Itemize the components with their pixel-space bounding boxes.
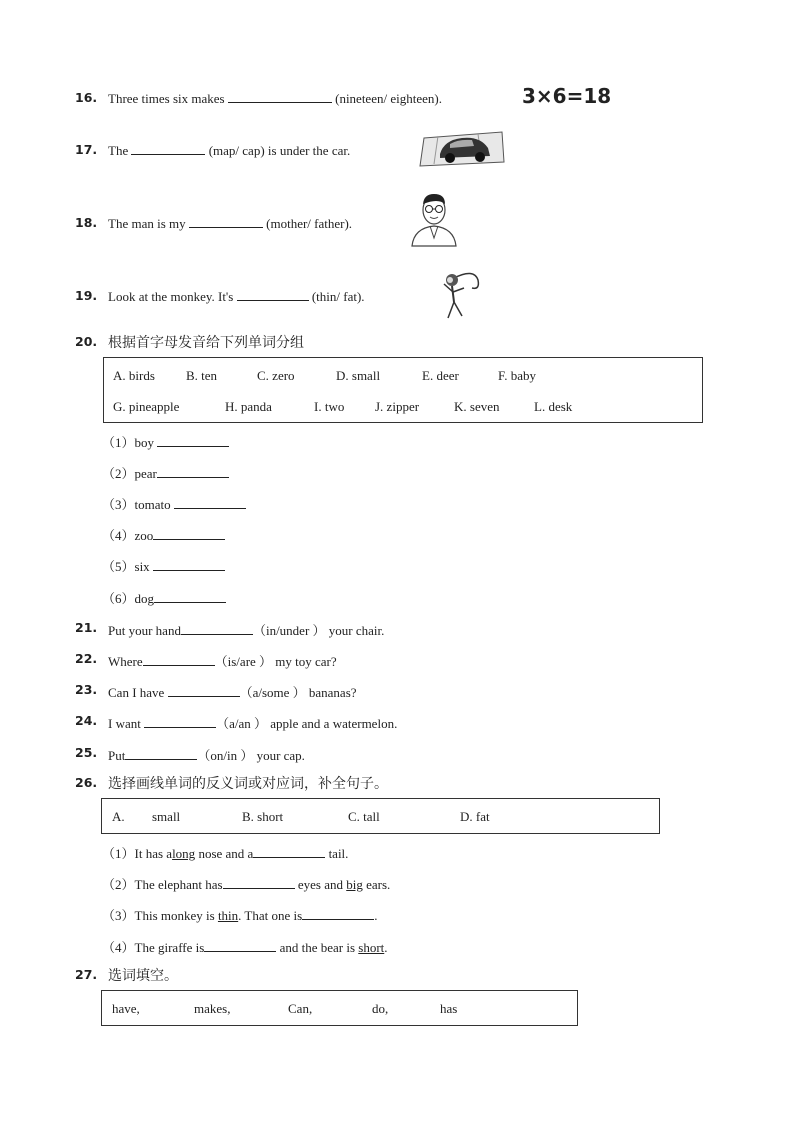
q20-item-3 <box>102 494 246 513</box>
q20-item-5-blank[interactable] <box>153 558 225 571</box>
q17-number: 17. <box>75 142 98 157</box>
q26-option: B. short <box>242 809 284 824</box>
q16-equation: 3×6=18 <box>522 84 612 108</box>
q27-instruction: 选词填空。 <box>108 968 178 984</box>
q26-label: （1） <box>102 846 135 861</box>
q20-option: G. pineapple <box>113 399 180 414</box>
q22-answer-blank[interactable] <box>143 653 215 666</box>
q20-item-5 <box>102 556 225 575</box>
q26-option: A. <box>112 809 125 824</box>
q20-option: L. desk <box>534 399 573 414</box>
q26-label: （2） <box>102 877 135 892</box>
q20-item-4 <box>102 525 225 544</box>
q26-sentence-1 <box>102 843 348 862</box>
q20-option: F. baby <box>498 368 536 383</box>
q19-sentence <box>108 288 365 305</box>
q24-text-post: （a/an ） apple and a watermelon. <box>216 716 398 731</box>
q20-item-word: pear <box>134 466 157 481</box>
q20-option: A. birds <box>113 368 155 383</box>
q16-text-pre: Three times six makes <box>108 91 225 106</box>
q26-label: （3） <box>102 908 135 923</box>
q20-item-label: （3） <box>102 497 135 512</box>
q27-word: do, <box>372 1001 389 1016</box>
q18-text-pre: The man is my <box>108 216 186 231</box>
q18-answer-blank[interactable] <box>189 215 263 228</box>
q26-underlined-word: long <box>172 846 196 861</box>
q22-number: 22. <box>75 651 98 666</box>
q16-sentence <box>108 90 442 107</box>
q23-text-post: （a/some ） bananas? <box>239 685 357 700</box>
q16-answer-blank[interactable] <box>228 90 332 103</box>
q26-underlined-word: thin <box>217 908 239 923</box>
q26-label: （4） <box>102 940 135 955</box>
q20-item-2 <box>102 463 229 482</box>
q26-underlined-word: big <box>346 877 363 892</box>
q20-option: I. two <box>314 399 345 414</box>
q20-option: J. zipper <box>375 399 420 414</box>
q26-option-box <box>101 798 660 834</box>
q21-number: 21. <box>75 620 98 635</box>
q20-word-box <box>103 357 703 423</box>
q26-sentence-3 <box>102 905 377 924</box>
q24-sentence <box>108 713 397 732</box>
q22-sentence <box>108 651 337 670</box>
q17-text-pre: The <box>108 143 129 158</box>
man-with-glasses-illustration <box>408 188 460 248</box>
q18-number: 18. <box>75 215 98 230</box>
q20-item-label: （6） <box>102 591 135 606</box>
q19-text-pre: Look at the monkey. It's <box>108 289 234 304</box>
q25-number: 25. <box>75 745 98 760</box>
q27-word-box <box>101 990 578 1026</box>
q23-number: 23. <box>75 682 98 697</box>
q20-number: 20. <box>75 334 98 349</box>
q27-word: makes, <box>194 1001 231 1016</box>
q20-item-word: zoo <box>134 528 154 543</box>
q23-sentence <box>108 682 357 701</box>
q26-sentence-4 <box>102 937 388 956</box>
q20-option: K. seven <box>454 399 500 414</box>
q16-number: 16. <box>75 90 98 105</box>
q26-sentence-2 <box>102 874 390 893</box>
q26-text: This monkey is <box>134 908 215 923</box>
q23-answer-blank[interactable] <box>168 684 240 697</box>
q20-item-6 <box>102 588 226 607</box>
q27-number: 27. <box>75 967 98 982</box>
q26-instruction: 选择画线单词的反义词或对应词，补全句子。 <box>108 776 388 792</box>
q27-word: Can, <box>288 1001 313 1016</box>
q26-text: and the bear is <box>279 940 356 955</box>
q20-item-label: （2） <box>102 466 135 481</box>
q26-text: nose and a <box>198 846 254 861</box>
q17-text-post: (map/ cap) is under the car. <box>208 143 351 158</box>
q26-1-blank[interactable] <box>253 845 325 858</box>
q20-item-word: boy <box>134 435 155 450</box>
thin-monkey-illustration <box>424 266 484 322</box>
q20-item-1 <box>102 432 229 451</box>
q20-option: B. ten <box>186 368 218 383</box>
q16-text-post: (nineteen/ eighteen). <box>335 91 442 106</box>
q21-answer-blank[interactable] <box>181 622 253 635</box>
q26-text: . <box>374 908 378 923</box>
q20-option: H. panda <box>225 399 272 414</box>
q20-item-6-blank[interactable] <box>154 590 226 603</box>
q27-word: has <box>440 1001 458 1016</box>
q26-3-blank[interactable] <box>302 907 374 920</box>
q26-text: . <box>384 940 388 955</box>
q19-number: 19. <box>75 288 98 303</box>
q20-item-word: six <box>134 559 150 574</box>
q20-option: E. deer <box>422 368 459 383</box>
q26-text: ears. <box>366 877 391 892</box>
q26-text: It has a <box>134 846 173 861</box>
q20-item-1-blank[interactable] <box>157 434 229 447</box>
q26-option: small <box>152 809 181 824</box>
q26-option: D. fat <box>460 809 490 824</box>
q20-item-word: dog <box>134 591 155 606</box>
q25-sentence <box>108 745 305 764</box>
q26-underlined-word: short <box>358 940 385 955</box>
q20-option: C. zero <box>257 368 295 383</box>
q19-answer-blank[interactable] <box>237 288 309 301</box>
q26-number: 26. <box>75 775 98 790</box>
q20-instruction: 根据首字母发音给下列单词分组 <box>108 335 304 351</box>
q26-4-blank[interactable] <box>204 939 276 952</box>
q19-text-post: (thin/ fat). <box>311 289 365 304</box>
q21-sentence <box>108 620 384 639</box>
q26-text: The elephant has <box>134 877 223 892</box>
q18-text-post: (mother/ father). <box>266 216 353 231</box>
q25-text-post: （on/in ） your cap. <box>197 748 305 763</box>
q26-2-blank[interactable] <box>223 876 295 889</box>
q17-answer-blank[interactable] <box>131 142 205 155</box>
q26-text: . That one is <box>238 908 303 923</box>
q20-item-label: （5） <box>102 559 135 574</box>
q20-item-word: tomato <box>134 497 171 512</box>
q18-sentence <box>108 215 352 232</box>
q20-item-3-blank[interactable] <box>174 496 246 509</box>
q24-answer-blank[interactable] <box>144 715 216 728</box>
q26-text: The giraffe is <box>134 940 205 955</box>
q24-text-pre: I want <box>108 716 141 731</box>
q22-text-pre: Where <box>108 654 143 669</box>
q25-answer-blank[interactable] <box>125 747 197 760</box>
q26-option: C. tall <box>348 809 380 824</box>
q20-item-label: （1） <box>102 435 135 450</box>
q20-option: D. small <box>336 368 381 383</box>
q21-text-pre: Put your hand <box>108 623 181 638</box>
q20-item-4-blank[interactable] <box>153 527 225 540</box>
q21-text-post: （in/under ） your chair. <box>252 623 385 638</box>
q20-item-label: （4） <box>102 528 135 543</box>
q24-number: 24. <box>75 713 98 728</box>
q27-word: have, <box>112 1001 140 1016</box>
q20-item-2-blank[interactable] <box>157 465 229 478</box>
q26-text: tail. <box>328 846 349 861</box>
q23-text-pre: Can I have <box>108 685 165 700</box>
q26-text: eyes and <box>297 877 343 892</box>
q17-sentence <box>108 142 350 159</box>
car-on-map-illustration <box>418 124 506 170</box>
q25-text-pre: Put <box>108 748 126 763</box>
q22-text-post: （is/are ） my toy car? <box>214 654 337 669</box>
